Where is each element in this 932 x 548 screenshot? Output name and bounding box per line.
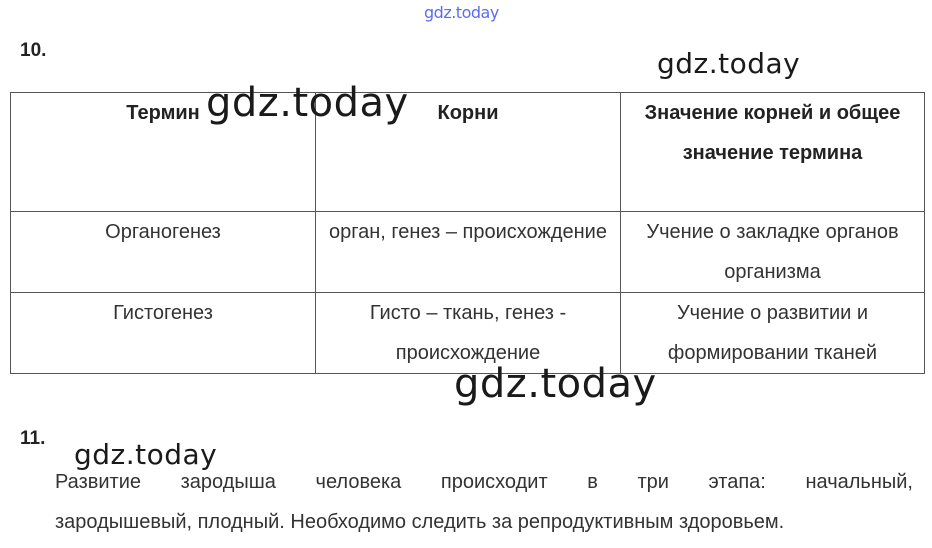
watermark-text: gdz.today: [206, 80, 409, 126]
header-term: Термин: [11, 93, 316, 212]
terms-table: [10, 92, 925, 374]
task-11-paragraph: [55, 462, 913, 542]
watermark-text: gdz.today: [454, 361, 657, 407]
watermark-top: gdz.today: [424, 3, 499, 22]
paragraph-line: Развитие зародыша человека происходит в три этапа: начальный,: [55, 471, 913, 493]
table-cell-roots: орган, генез – происхождение: [316, 212, 621, 293]
table-cell-term: Органогенез: [11, 212, 316, 293]
table-cell-roots: Гисто – ткань, генез - происхождение: [316, 293, 621, 374]
header-roots: Корни: [316, 93, 621, 212]
task-10-number: 10.: [20, 40, 47, 61]
table-header-row: [11, 93, 925, 212]
header-meaning: Значение корней и общее значение термина: [621, 93, 925, 212]
paragraph-line: зародышевый, плодный. Необходимо следить за репродуктивным здоровьем.: [55, 511, 785, 533]
table-cell-meaning: Учение о закладке органов организма: [621, 212, 925, 293]
table-cell-meaning: Учение о развитии и формировании тканей: [621, 293, 925, 374]
table-cell-term: Гистогенез: [11, 293, 316, 374]
task-11-number: 11.: [20, 428, 46, 449]
watermark-text: gdz.today: [74, 438, 218, 471]
table-row: [11, 212, 925, 293]
watermark-text: gdz.today: [657, 47, 801, 80]
